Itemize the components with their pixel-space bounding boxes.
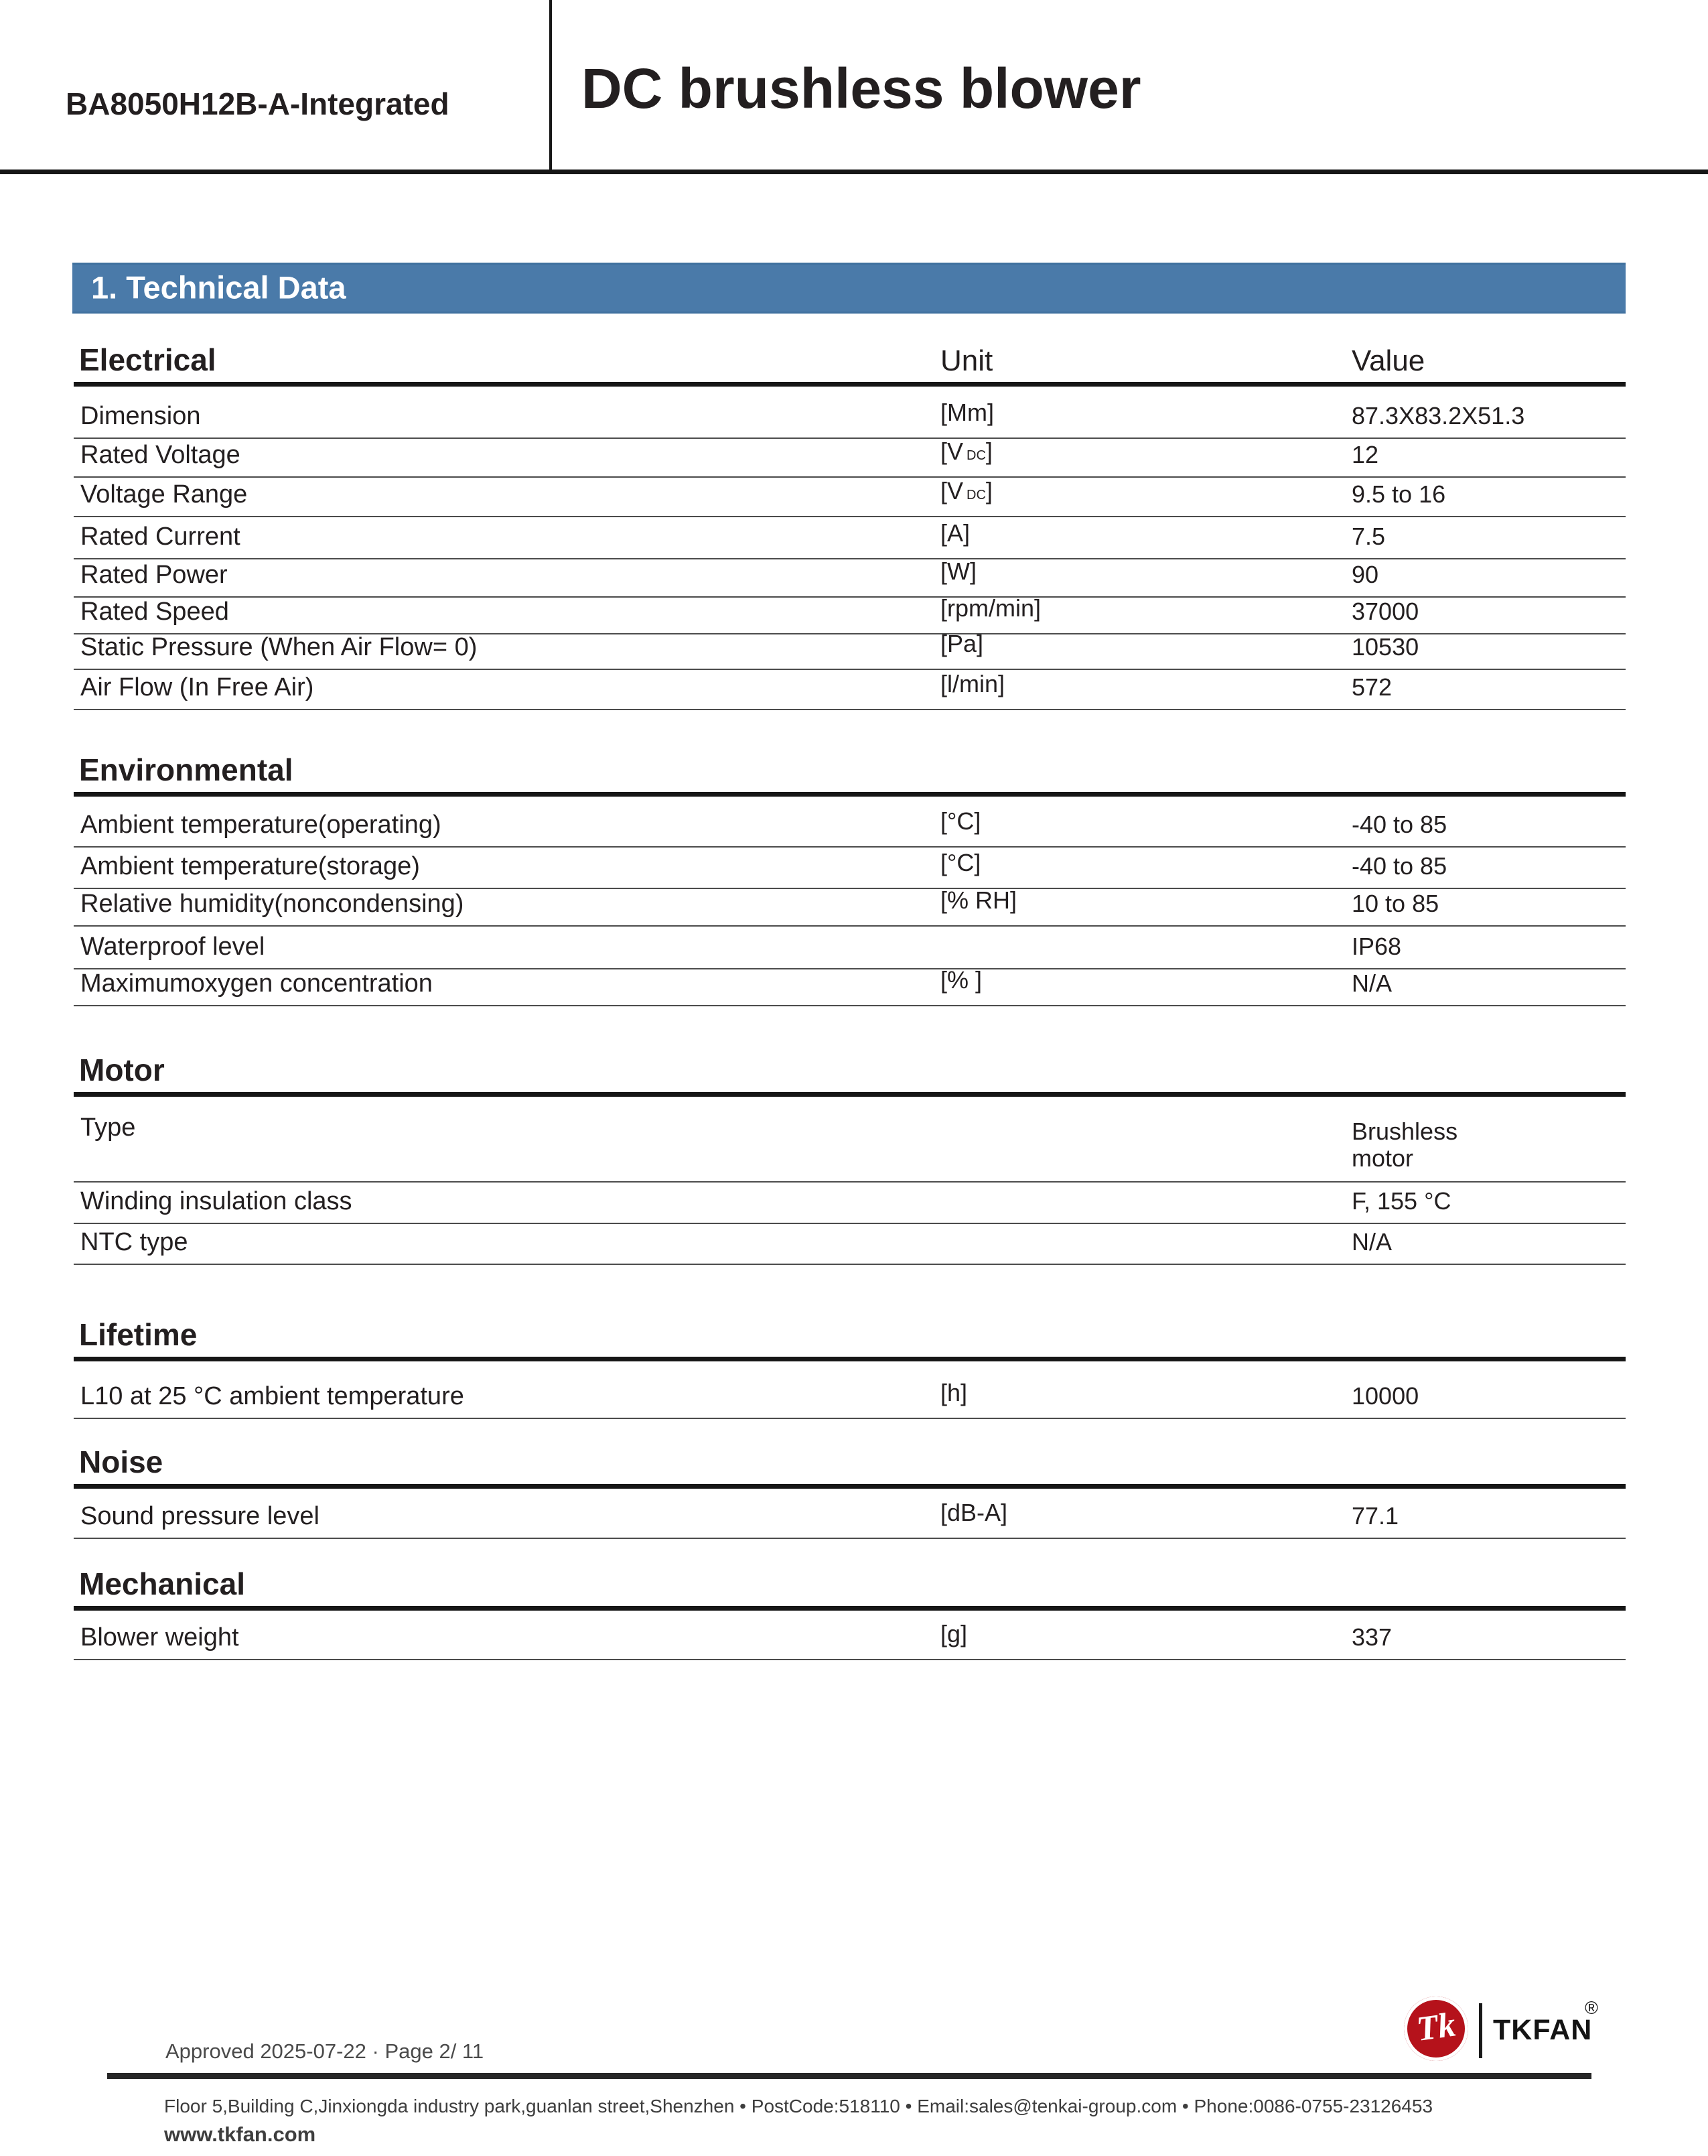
- table-row: [74, 439, 1626, 478]
- section-motor: [74, 1049, 1626, 1265]
- table-row: [74, 1489, 1626, 1539]
- unit-text: [Pa]: [940, 630, 984, 657]
- row-unit: [940, 557, 977, 586]
- row-value: 10530: [1352, 633, 1419, 661]
- row-unit: [940, 886, 1017, 915]
- logo-divider: [1479, 2003, 1482, 2058]
- table-row: [74, 1361, 1626, 1419]
- row-label: Maximumoxygen concentration: [80, 969, 433, 998]
- unit-text: [A]: [940, 519, 971, 547]
- row-value: N/A: [1352, 969, 1393, 997]
- column-header-value: Value: [1352, 344, 1425, 377]
- unit-text: ]: [985, 437, 993, 465]
- technical-data-banner: [72, 263, 1626, 314]
- unit-text: [g]: [940, 1620, 968, 1647]
- model-number: BA8050H12B-A-Integrated: [66, 86, 449, 121]
- table-row: [74, 886, 1626, 927]
- table-row: [74, 387, 1626, 439]
- section-mechanical: [74, 1563, 1626, 1660]
- registered-trademark-symbol: ®: [1585, 1998, 1598, 2018]
- row-unit: [940, 1379, 967, 1407]
- table-row: [74, 797, 1626, 848]
- row-label: Blower weight: [80, 1623, 239, 1652]
- section-header: [74, 1563, 1626, 1611]
- table-row: [74, 1097, 1626, 1183]
- row-unit: [940, 966, 982, 994]
- row-label: Rated Current: [80, 523, 240, 551]
- row-unit: [940, 594, 1041, 622]
- table-row: [74, 630, 1626, 670]
- section-title: Motor: [79, 1053, 165, 1087]
- row-label: Voltage Range: [80, 480, 248, 509]
- header-divider: [549, 0, 552, 170]
- row-value: 12: [1352, 441, 1379, 468]
- unit-text: [% RH]: [940, 886, 1017, 914]
- row-unit: [940, 630, 983, 658]
- table-row: [74, 1224, 1626, 1265]
- section-environmental: [74, 749, 1626, 1006]
- row-value: Brushless motor: [1352, 1118, 1458, 1172]
- row-value: F, 155 °C: [1352, 1187, 1451, 1215]
- table-row: [74, 927, 1626, 969]
- section-title: Environmental: [79, 752, 293, 787]
- table-row: [74, 594, 1626, 634]
- table-row: [74, 1611, 1626, 1660]
- row-unit: [940, 519, 970, 547]
- row-value: 7.5: [1352, 523, 1386, 550]
- row-unit: [940, 1499, 1007, 1527]
- row-value: 37000: [1352, 598, 1419, 625]
- row-label: Static Pressure (When Air Flow= 0): [80, 633, 478, 661]
- row-value: IP68: [1352, 933, 1402, 960]
- section-header: [74, 749, 1626, 797]
- tkfan-logo-icon: [1404, 1997, 1468, 2061]
- row-unit: [940, 437, 993, 466]
- table-row: [74, 848, 1626, 889]
- row-label: Type: [80, 1114, 136, 1142]
- table-row: [74, 478, 1626, 517]
- unit-text: [dB-A]: [940, 1499, 1008, 1526]
- company-address: Floor 5,Building C,Jinxiongda industry park,guanlan street,Shenzhen • PostCode:518110 • Email:sales@tenkai-group.com • Phone:0086-0755-23126453: [164, 2096, 1433, 2116]
- section-noise: [74, 1441, 1626, 1539]
- section-electrical: [74, 339, 1626, 710]
- row-value: 572: [1352, 673, 1393, 701]
- row-value: -40 to 85: [1352, 811, 1447, 838]
- row-value: 337: [1352, 1623, 1393, 1651]
- column-header-unit: Unit: [940, 344, 993, 377]
- section-title: Lifetime: [79, 1317, 198, 1352]
- section-header: [74, 1441, 1626, 1489]
- row-label: Winding insulation class: [80, 1187, 352, 1215]
- unit-text: [V: [940, 437, 964, 465]
- section-title: Mechanical: [79, 1566, 245, 1601]
- section-header: [74, 1049, 1626, 1097]
- row-unit: [940, 477, 993, 505]
- row-label: Relative humidity(noncondensing): [80, 890, 464, 918]
- section-lifetime: [74, 1314, 1626, 1419]
- row-label: Waterproof level: [80, 933, 265, 961]
- unit-text: [Mm]: [940, 399, 994, 426]
- row-unit: [940, 670, 1005, 698]
- row-label: Rated Voltage: [80, 441, 240, 469]
- row-value: 90: [1352, 561, 1379, 588]
- row-label: Ambient temperature(storage): [80, 852, 420, 880]
- table-row: [74, 670, 1626, 710]
- table-row: [74, 1183, 1626, 1224]
- row-unit: [940, 1620, 967, 1648]
- row-value: 10 to 85: [1352, 890, 1439, 917]
- footer-rule: [107, 2073, 1591, 2079]
- row-value: 77.1: [1352, 1502, 1399, 1530]
- unit-subscript: DC: [967, 448, 986, 463]
- row-label: Sound pressure level: [80, 1502, 319, 1530]
- row-value: 9.5 to 16: [1352, 480, 1446, 508]
- section-header: [74, 339, 1626, 387]
- unit-text: [V: [940, 477, 964, 504]
- row-label: L10 at 25 °C ambient temperature: [80, 1382, 464, 1410]
- row-value: 87.3X83.2X51.3: [1352, 402, 1525, 429]
- logo-wordmark: TKFAN: [1493, 2014, 1593, 2046]
- unit-text: ]: [985, 477, 993, 504]
- logo-monogram: Tk: [1414, 2005, 1458, 2049]
- row-label: Dimension: [80, 402, 201, 430]
- row-value: -40 to 85: [1352, 852, 1447, 880]
- row-unit: [940, 399, 994, 427]
- unit-text: [W]: [940, 557, 977, 585]
- table-row: [74, 559, 1626, 598]
- row-unit: [940, 849, 981, 877]
- unit-text: [h]: [940, 1379, 968, 1406]
- company-website: www.tkfan.com: [164, 2123, 316, 2146]
- section-header: [74, 1314, 1626, 1361]
- unit-text: [l/min]: [940, 670, 1005, 697]
- unit-text: [°C]: [940, 849, 981, 876]
- unit-subscript: DC: [967, 488, 986, 502]
- page-title: DC brushless blower: [581, 57, 1141, 120]
- table-row: [74, 517, 1626, 559]
- row-label: Rated Speed: [80, 598, 229, 626]
- header-rule: [0, 170, 1708, 174]
- unit-text: [% ]: [940, 966, 983, 994]
- row-label: Air Flow (In Free Air): [80, 673, 314, 701]
- row-label: Ambient temperature(operating): [80, 811, 441, 839]
- unit-text: [rpm/min]: [940, 594, 1042, 622]
- row-value: 10000: [1352, 1382, 1419, 1410]
- banner-label: 1. Technical Data: [91, 269, 346, 306]
- row-value: N/A: [1352, 1228, 1393, 1256]
- section-title: Noise: [79, 1444, 163, 1479]
- table-row: [74, 966, 1626, 1006]
- section-title: Electrical: [79, 342, 216, 377]
- unit-text: [°C]: [940, 807, 981, 835]
- row-label: NTC type: [80, 1228, 188, 1256]
- row-unit: [940, 807, 981, 835]
- row-label: Rated Power: [80, 561, 228, 589]
- approval-page-info: Approved 2025-07-22 · Page 2/ 11: [165, 2039, 484, 2063]
